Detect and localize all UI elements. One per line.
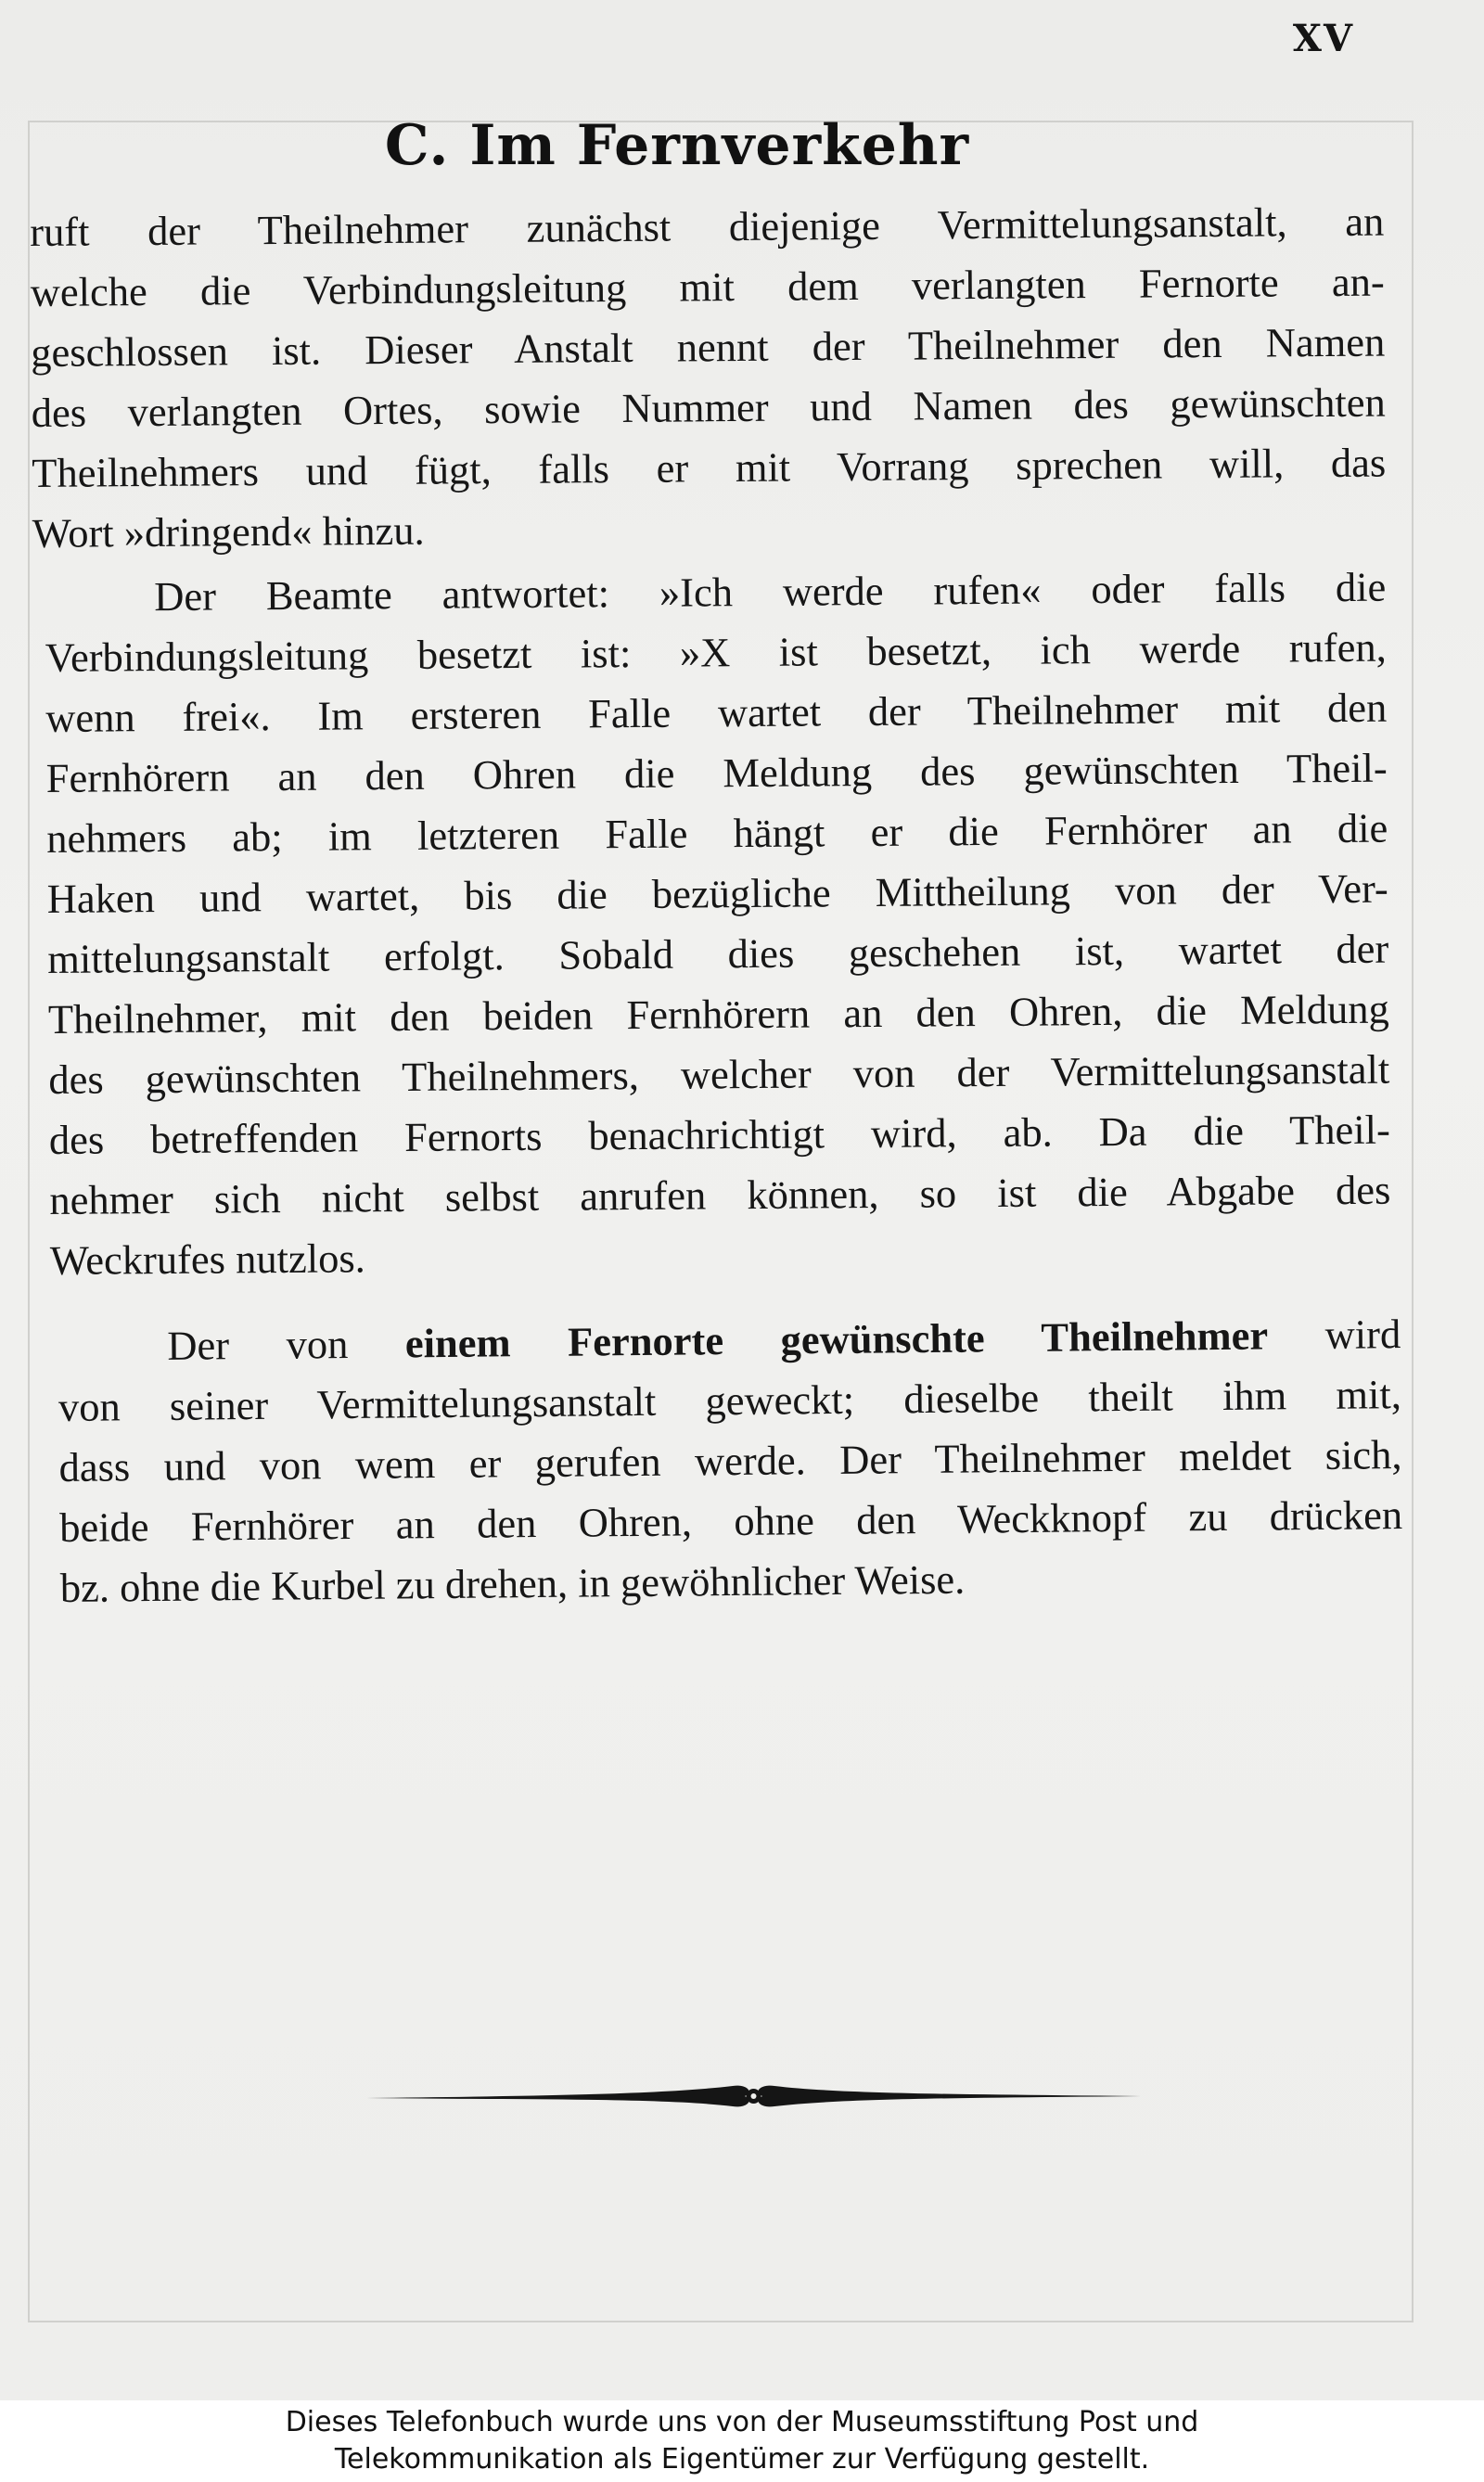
text-line: wenn frei«. Im ersteren Falle wartet der Theilnehmer mit den xyxy=(45,684,1388,741)
text-line: Der Beamte antwortet: »Ich werde rufen« oder falls die xyxy=(154,563,1387,620)
ornament-divider-icon xyxy=(366,2073,1141,2119)
text-line: beide Fernhörer an den Ohren, ohne den Weckknopf zu drücken xyxy=(58,1491,1403,1551)
text-line: bz. ohne die Kurbel zu drehen, in gewöhnlicher Weise. xyxy=(59,1555,966,1611)
paragraph-1 xyxy=(30,192,1387,564)
text-line: mittelungsanstalt erfolgt. Sobald dies geschehen ist, wartet der xyxy=(47,925,1389,982)
bold-text-run: einem Fernorte gewünschte Theilnehmer xyxy=(404,1311,1269,1367)
section-heading: C. Im Fernverkehr xyxy=(384,113,970,178)
text-line: Wort »dringend« hinzu. xyxy=(32,506,425,557)
text-line: nehmer sich nicht selbst anrufen können, so ist die Abgabe des xyxy=(49,1166,1391,1223)
paragraph-2 xyxy=(45,557,1391,1291)
text-run: wird xyxy=(1267,1311,1401,1359)
text-line: dass und von wem er gerufen werde. Der Theilnehmer meldet sich, xyxy=(58,1431,1402,1490)
copyright-footer xyxy=(0,2400,1484,2482)
text-line: des gewünschten Theilnehmers, welcher von der Vermittelungsanstalt xyxy=(48,1045,1390,1103)
text-line: Theilnehmer, mit den beiden Fernhörern an den Ohren, die Meldung xyxy=(47,985,1389,1043)
page-number: XV xyxy=(1292,17,1354,60)
text-line: des verlangten Ortes, sowie Nummer und Namen des gewünschten xyxy=(31,378,1386,436)
text-line: des betreffenden Fernorts benachrichtigt wird, ab. Da die Theil- xyxy=(48,1106,1390,1163)
text-line: welche die Verbindungsleitung mit dem verlangten Fernorte an- xyxy=(30,258,1385,315)
text-line: Verbindungsleitung besetzt ist: »X ist besetzt, ich werde rufen, xyxy=(45,623,1387,681)
text-line: ruft der Theilnehmer zunächst diejenige Vermittelungsanstalt, an xyxy=(30,198,1385,255)
text-line: Theilnehmers und fügt, falls er mit Vorrang sprechen will, das xyxy=(32,439,1387,496)
footer-line: Telekommunikation als Eigentümer zur Verfügung gestellt. xyxy=(334,2443,1150,2476)
text-line: Fernhörern an den Ohren die Meldung des gewünschten Theil- xyxy=(45,744,1388,801)
paragraph-3 xyxy=(58,1304,1403,1618)
text-line: geschlossen ist. Dieser Anstalt nennt der Theilnehmer den Namen xyxy=(31,318,1386,376)
text-line: Haken und wartet, bis die bezügliche Mittheilung von der Ver- xyxy=(46,864,1388,922)
text-line: von seiner Vermittelungsanstalt geweckt; dieselbe theilt ihm mit, xyxy=(58,1371,1402,1430)
text-line: nehmers ab; im letzteren Falle hängt er die Fernhörer an die xyxy=(46,804,1388,862)
footer-line: Dieses Telefonbuch wurde uns von der Museumsstiftung Post und xyxy=(285,2406,1199,2438)
text-line: Weckrufes nutzlos. xyxy=(49,1235,366,1284)
text-run: Der von xyxy=(167,1320,406,1369)
